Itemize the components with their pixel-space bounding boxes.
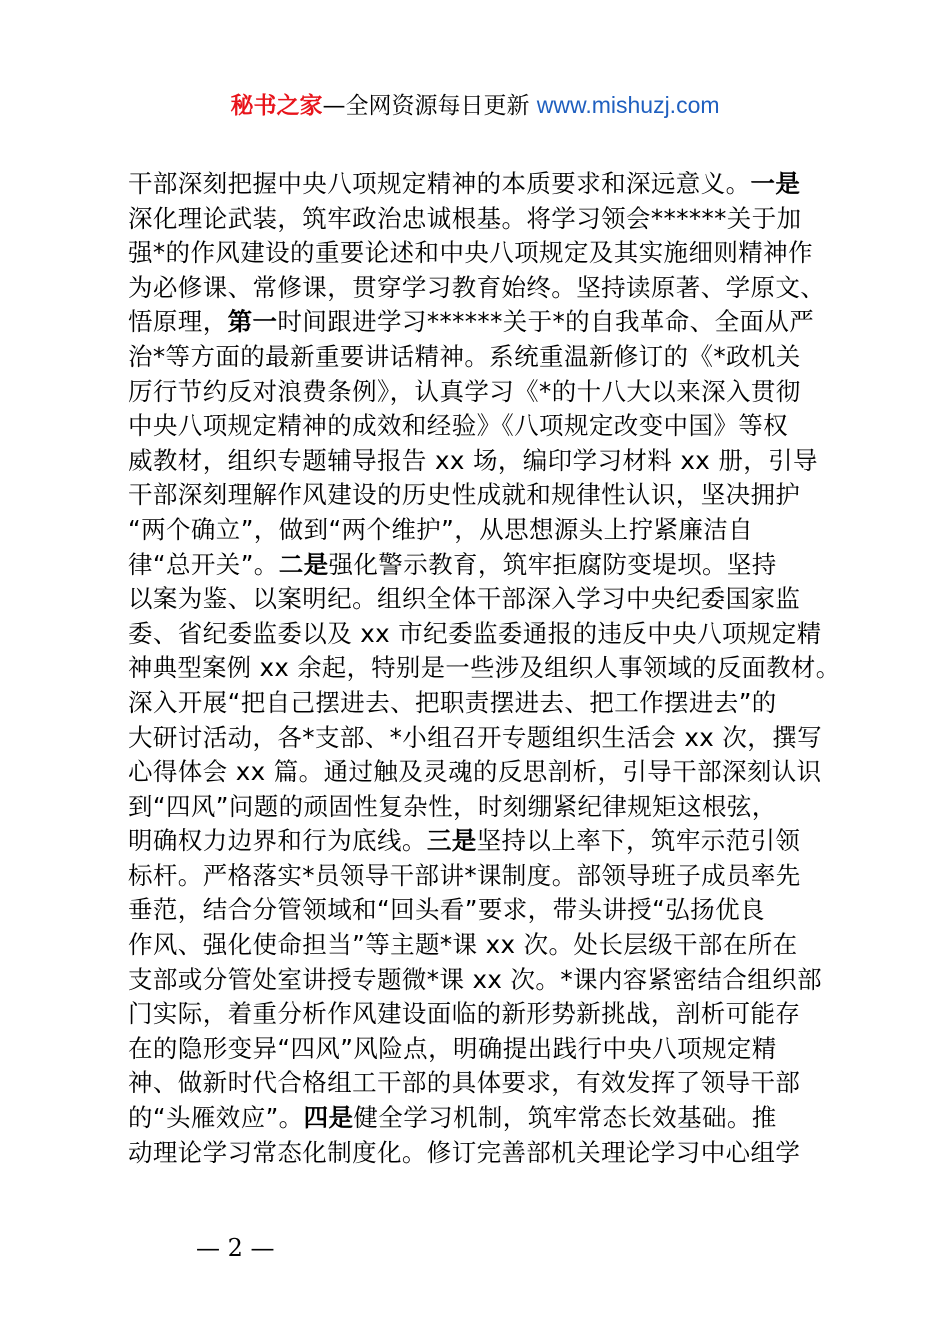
text-segment: 强化警示教育，筑牢拒腐防变堤坝。坚持 bbox=[328, 549, 777, 579]
text-segment: 神、做新时代合格组工干部的具体要求，有效发挥了领导干部 bbox=[128, 1068, 801, 1098]
text-segment: 门实际，着重分析作风建设面临的新形势新挑战，剖析可能存 bbox=[128, 999, 801, 1029]
text-segment: 以案为鉴、以案明纪。组织全体干部深入学习中央纪委国家监 bbox=[128, 584, 801, 614]
text-segment: 厉行节约反对浪费条例》，认真学习《*的十八大以来深入贯彻 bbox=[128, 376, 801, 406]
body-line bbox=[128, 548, 840, 583]
body-line bbox=[128, 824, 840, 859]
body-line bbox=[128, 859, 840, 894]
text-segment: 中央八项规定精神的成效和经验》《八项规定改变中国》等权 bbox=[128, 411, 789, 441]
body-line bbox=[128, 963, 840, 998]
body-line bbox=[128, 236, 840, 271]
text-segment: 大研讨活动，各*支部、*小组召开专题组织生活会 xx 次，撰写 bbox=[128, 722, 822, 752]
body-line bbox=[128, 686, 840, 721]
body-line bbox=[128, 444, 840, 479]
bold-text-segment: 四是 bbox=[303, 1103, 354, 1133]
header-brand: 秘书之家 bbox=[230, 93, 323, 119]
body-line bbox=[128, 790, 840, 825]
text-segment: 深化理论武装，筑牢政治忠诚根基。将学习领会******关于加 bbox=[128, 203, 802, 233]
text-segment: 健全学习机制，筑牢常态长效基础。推 bbox=[353, 1103, 777, 1133]
text-segment: 治*等方面的最新重要讲话精神。系统重温新修订的《*政机关 bbox=[128, 341, 801, 371]
text-segment: 心得体会 xx 篇。通过触及灵魂的反思剖析，引导干部深刻认识 bbox=[128, 757, 822, 787]
body-line bbox=[128, 721, 840, 756]
text-segment: 标杆。严格落实*员领导干部讲*课制度。部领导班子成员率先 bbox=[128, 860, 801, 890]
text-segment: 支部或分管处室讲授专题微*课 xx 次。*课内容紧密结合组织部 bbox=[128, 964, 822, 994]
text-segment: 干部深刻理解作风建设的历史性成就和规律性认识，坚决拥护 bbox=[128, 480, 801, 510]
text-segment: 委、省纪委监委以及 xx 市纪委监委通报的违反中央八项规定精 bbox=[128, 618, 822, 648]
body-line bbox=[128, 478, 840, 513]
body-line bbox=[128, 755, 840, 790]
body-line bbox=[128, 513, 840, 548]
body-line bbox=[128, 651, 841, 686]
body-line bbox=[128, 997, 840, 1032]
text-segment: 到“四风”问题的顽固性复杂性，时刻绷紧纪律规矩这根弦， bbox=[128, 791, 777, 821]
body-line bbox=[128, 202, 840, 237]
site-header bbox=[0, 88, 950, 123]
body-line bbox=[128, 305, 840, 340]
document-body bbox=[128, 167, 840, 1170]
body-line bbox=[128, 893, 840, 928]
text-segment: 悟原理， bbox=[128, 307, 228, 337]
body-line bbox=[128, 1032, 840, 1067]
bold-text-segment: 二是 bbox=[278, 549, 329, 579]
text-segment: 神典型案例 xx 余起，特别是一些涉及组织人事领域的反面教材。 bbox=[128, 653, 841, 683]
text-segment: 垂范，结合分管领域和“回头看”要求，带头讲授“弘扬优良 bbox=[128, 895, 765, 925]
body-line bbox=[128, 375, 840, 410]
body-line bbox=[128, 409, 840, 444]
text-segment: 时间跟进学习******关于*的自我革命、全面从严 bbox=[277, 307, 815, 337]
body-line bbox=[128, 167, 840, 202]
text-segment: 在的隐形变异“四风”风险点，明确提出践行中央八项规定精 bbox=[128, 1033, 777, 1063]
body-line bbox=[128, 1101, 840, 1136]
page-number: — 2 — bbox=[196, 1234, 275, 1262]
text-segment: 干部深刻把握中央八项规定精神的本质要求和深远意义。 bbox=[128, 169, 751, 198]
body-line bbox=[128, 928, 840, 963]
text-segment: 深入开展“把自己摆进去、把职责摆进去、把工作摆进去”的 bbox=[128, 687, 777, 717]
text-segment: 威教材，组织专题辅导报告 xx 场，编印学习材料 xx 册，引导 bbox=[128, 445, 818, 475]
bold-text-segment: 一是 bbox=[750, 169, 801, 198]
bold-text-segment: 三是 bbox=[426, 826, 477, 856]
bold-text-segment: 第一 bbox=[227, 307, 278, 337]
text-segment: 强*的作风建设的重要论述和中央八项规定及其实施细则精神作 bbox=[128, 238, 813, 268]
body-line bbox=[128, 582, 840, 617]
text-segment: 律“总开关”。 bbox=[128, 549, 279, 579]
body-line bbox=[128, 1136, 840, 1171]
text-segment: 坚持以上率下，筑牢示范引领 bbox=[476, 826, 801, 856]
text-segment: 的“头雁效应”。 bbox=[128, 1103, 304, 1133]
header-site-url[interactable]: www.mishuzj.com bbox=[536, 92, 720, 118]
body-line bbox=[128, 340, 840, 375]
text-segment: 作风、强化使命担当”等主题*课 xx 次。处长层级干部在所在 bbox=[128, 930, 798, 960]
text-segment: “两个确立”，做到“两个维护”，从思想源头上拧紧廉洁自 bbox=[128, 514, 754, 544]
body-line bbox=[128, 271, 840, 306]
text-segment: 为必修课、常修课，贯穿学习教育始终。坚持读原著、学原文、 bbox=[128, 272, 826, 302]
text-segment: 明确权力边界和行为底线。 bbox=[128, 826, 427, 856]
body-line bbox=[128, 1066, 840, 1101]
text-segment: 动理论学习常态化制度化。修订完善部机关理论学习中心组学 bbox=[128, 1137, 801, 1167]
body-line bbox=[128, 617, 840, 652]
header-tagline: —全网资源每日更新 bbox=[322, 93, 537, 119]
